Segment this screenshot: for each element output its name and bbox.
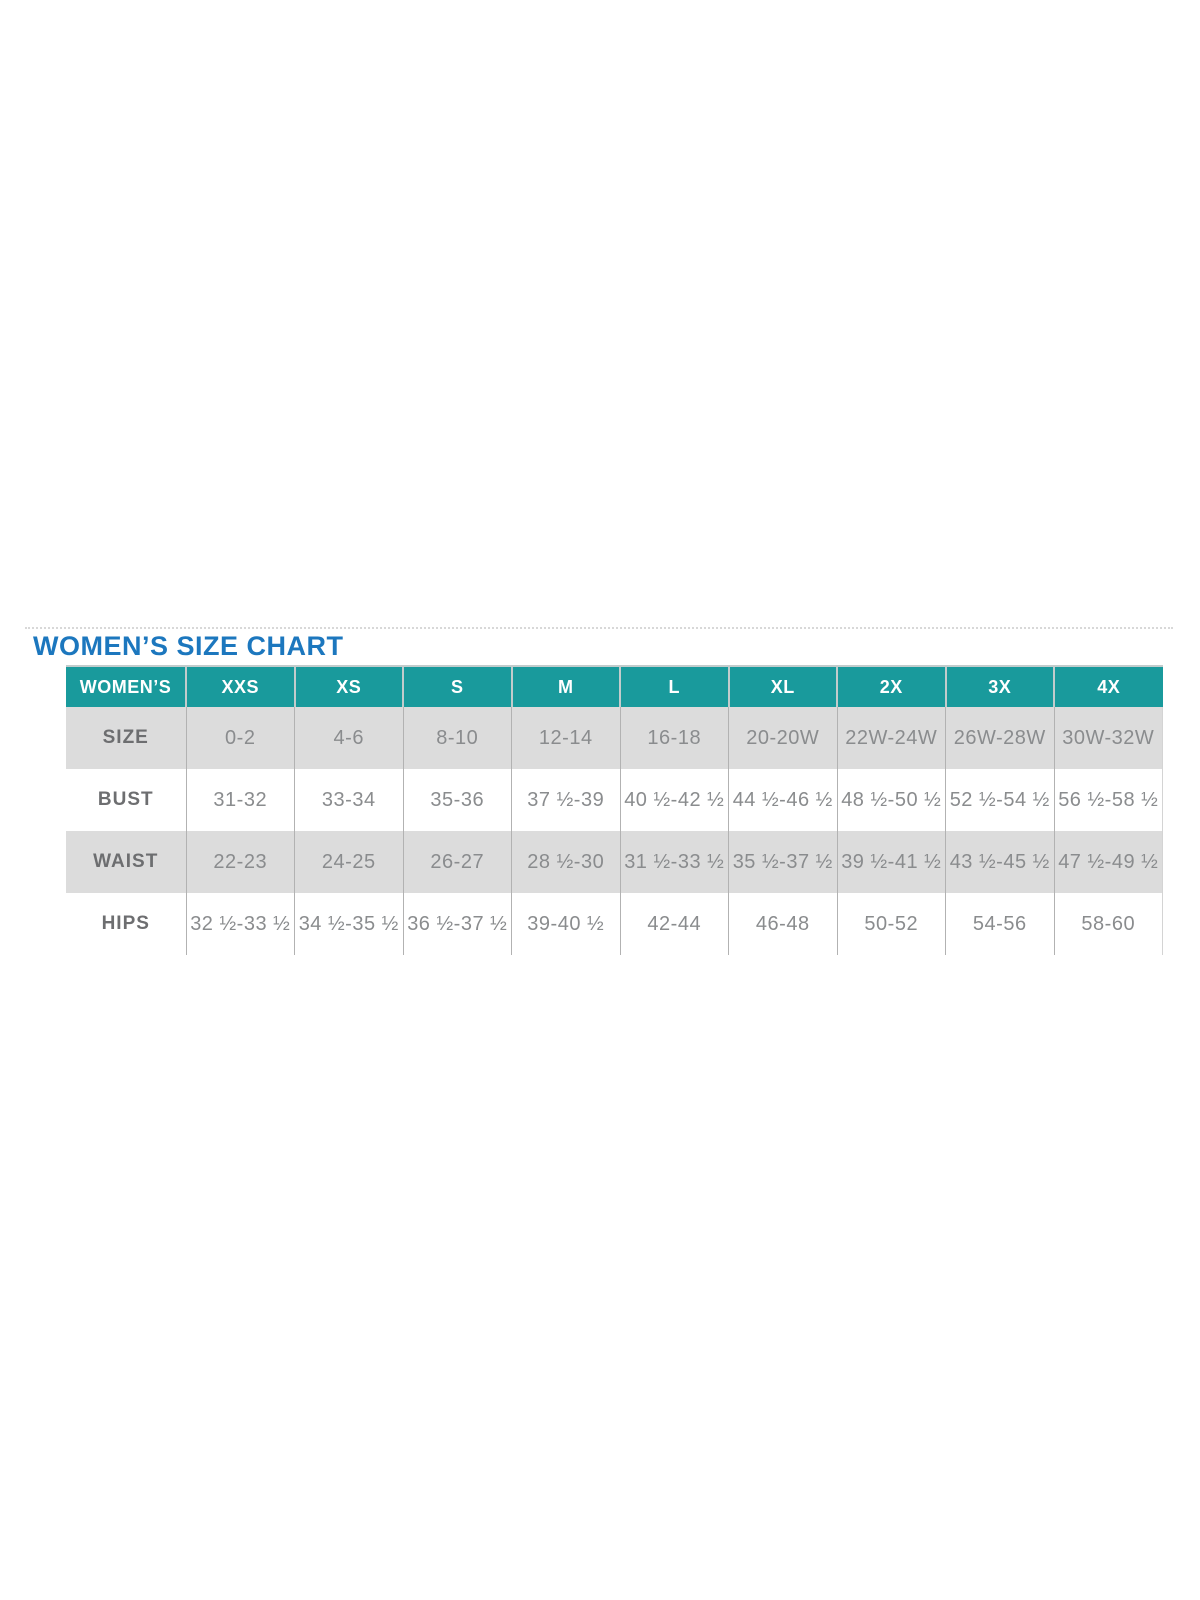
measurement-cell: 22-23	[186, 831, 295, 893]
size-column-header: L	[620, 666, 729, 707]
size-column-header: M	[512, 666, 621, 707]
measurement-cell: 33-34	[295, 769, 404, 831]
measurement-cell: 4-6	[295, 707, 404, 769]
page-title: WOMEN’S SIZE CHART	[33, 631, 344, 661]
measurement-cell: 39-40 ½	[512, 893, 621, 955]
measurement-cell: 54-56	[946, 893, 1055, 955]
measurement-cell: 50-52	[837, 893, 946, 955]
measurement-cell: 35 ½-37 ½	[729, 831, 838, 893]
measurement-cell: 26-27	[403, 831, 512, 893]
row-label: BUST	[66, 769, 186, 831]
measurement-cell: 31-32	[186, 769, 295, 831]
measurement-cell: 46-48	[729, 893, 838, 955]
measurement-cell: 28 ½-30	[512, 831, 621, 893]
measurement-cell: 36 ½-37 ½	[403, 893, 512, 955]
measurement-cell: 43 ½-45 ½	[946, 831, 1055, 893]
measurement-cell: 22W-24W	[837, 707, 946, 769]
measurement-cell: 24-25	[295, 831, 404, 893]
measurement-cell: 12-14	[512, 707, 621, 769]
row-label: HIPS	[66, 893, 186, 955]
measurement-cell: 32 ½-33 ½	[186, 893, 295, 955]
size-column-header: XS	[295, 666, 404, 707]
measurement-cell: 30W-32W	[1054, 707, 1163, 769]
measurement-cell: 20-20W	[729, 707, 838, 769]
measurement-cell: 58-60	[1054, 893, 1163, 955]
measurement-cell: 26W-28W	[946, 707, 1055, 769]
measurement-cell: 39 ½-41 ½	[837, 831, 946, 893]
measurement-cell: 47 ½-49 ½	[1054, 831, 1163, 893]
dotted-divider	[25, 627, 1173, 629]
table-row	[66, 831, 1163, 893]
corner-header-cell: WOMEN’S	[66, 666, 186, 707]
measurement-cell: 37 ½-39	[512, 769, 621, 831]
row-label: SIZE	[66, 707, 186, 769]
table-row	[66, 893, 1163, 955]
measurement-cell: 35-36	[403, 769, 512, 831]
size-column-header: S	[403, 666, 512, 707]
measurement-cell: 16-18	[620, 707, 729, 769]
table-header	[66, 666, 1163, 707]
header-row	[66, 666, 1163, 707]
measurement-cell: 34 ½-35 ½	[295, 893, 404, 955]
size-column-header: 3X	[946, 666, 1055, 707]
measurement-cell: 48 ½-50 ½	[837, 769, 946, 831]
measurement-cell: 52 ½-54 ½	[946, 769, 1055, 831]
measurement-cell: 56 ½-58 ½	[1054, 769, 1163, 831]
table-body	[66, 707, 1163, 955]
size-column-header: 4X	[1054, 666, 1163, 707]
size-column-header: XL	[729, 666, 838, 707]
measurement-cell: 44 ½-46 ½	[729, 769, 838, 831]
table-row	[66, 769, 1163, 831]
size-column-header: XXS	[186, 666, 295, 707]
measurement-cell: 42-44	[620, 893, 729, 955]
table-row	[66, 707, 1163, 769]
row-label: WAIST	[66, 831, 186, 893]
size-chart-table	[66, 665, 1163, 955]
size-column-header: 2X	[837, 666, 946, 707]
measurement-cell: 40 ½-42 ½	[620, 769, 729, 831]
measurement-cell: 8-10	[403, 707, 512, 769]
measurement-cell: 31 ½-33 ½	[620, 831, 729, 893]
measurement-cell: 0-2	[186, 707, 295, 769]
